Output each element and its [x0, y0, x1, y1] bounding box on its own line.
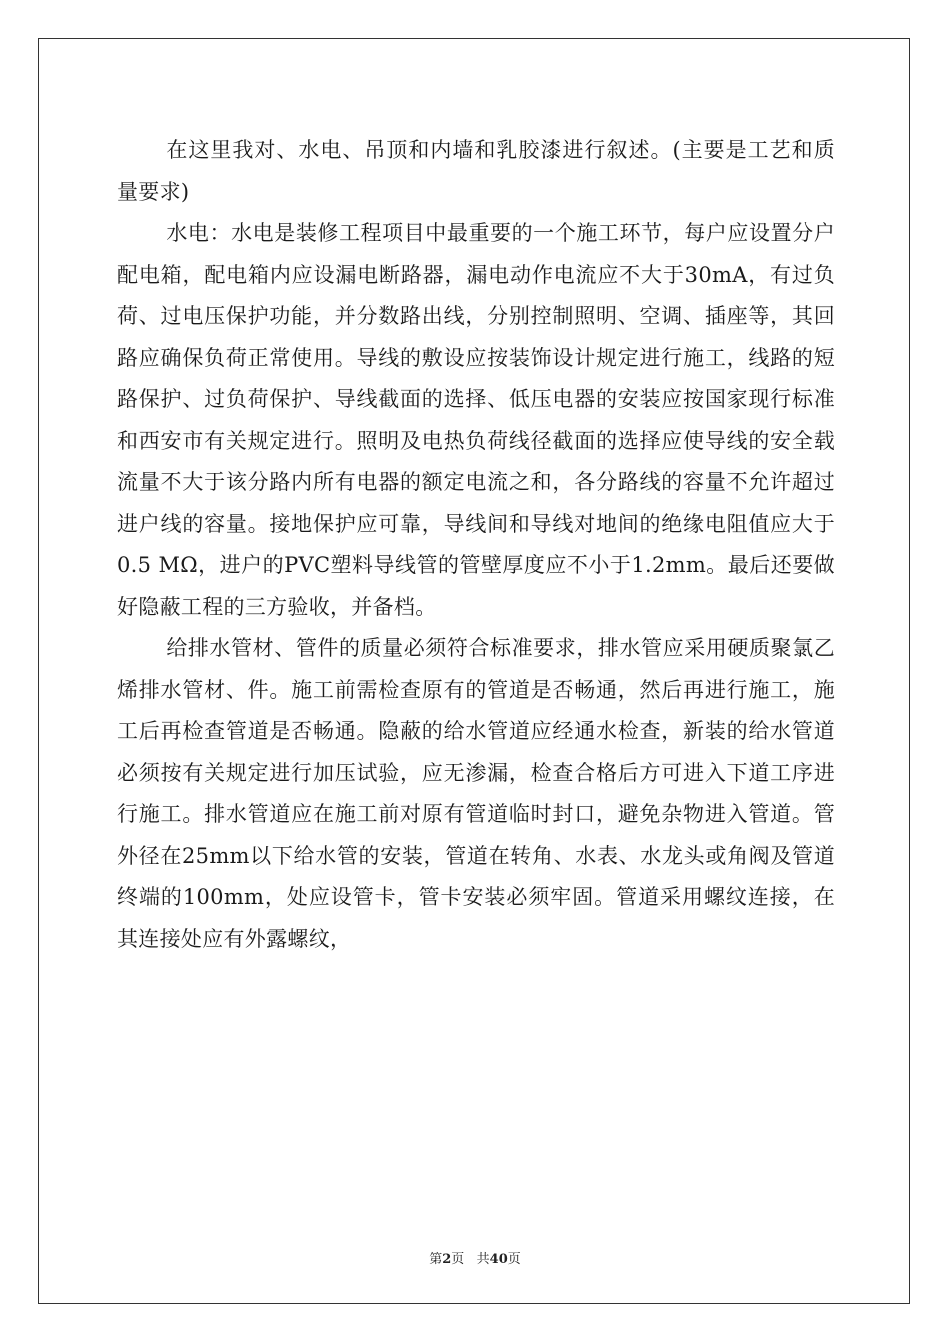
footer-suffix: 页	[507, 1252, 521, 1267]
footer-mid: 页 共	[451, 1252, 490, 1267]
footer-prefix: 第	[429, 1252, 443, 1267]
paragraph-intro: 在这里我对、水电、吊顶和内墙和乳胶漆进行叙述。(主要是工艺和质量要求)	[117, 138, 835, 204]
page-footer	[0, 1248, 950, 1267]
footer-page-number: 2	[442, 1252, 452, 1267]
paragraph-plumbing: 给排水管材、管件的质量必须符合标准要求，排水管应采用硬质聚氯乙烯排水管材、件。施工前需检查原有的管道是否畅通，然后再进行施工，施工后再检查管道是否畅通。隐蔽的给水管道应经通水检查，新装的给水管道必须按有关规定进行加压试验，应无渗漏，检查合格后方可进入下道工序进行施工。排水管道应在施工前对原有管道临时封口，避免杂物进入管道。管外径在25mm以下给水管的安装，管道在转角、水表、水龙头或角阀及管道终端的100mm，处应设管卡，管卡安装必须牢固。管道采用螺纹连接，在其连接处应有外露螺纹，	[117, 636, 835, 951]
paragraph-electrical: 水电：水电是装修工程项目中最重要的一个施工环节，每户应设置分户配电箱，配电箱内应设漏电断路器，漏电动作电流应不大于30mA，有过负荷、过电压保护功能，并分数路出线，分别控制照明、空调、插座等，其回路应确保负荷正常使用。导线的敷设应按装饰设计规定进行施工，线路的短路保护、过负荷保护、导线截面的选择、低压电器的安装应按国家现行标准和西安市有关规定进行。照明及电热负荷线径截面的选择应使导线的安全载流量不大于该分路内所有电器的额定电流之和，各分路线的容量不允许超过进户线的容量。接地保护应可靠，导线间和导线对地间的绝缘电阻值应大于0.5 MΩ，进户的PVC塑料导线管的管壁厚度应不小于1.2mm。最后还要做好隐蔽工程的三方验收，并备档。	[117, 221, 835, 619]
footer-total-pages: 40	[489, 1252, 508, 1267]
document-body	[117, 130, 835, 960]
